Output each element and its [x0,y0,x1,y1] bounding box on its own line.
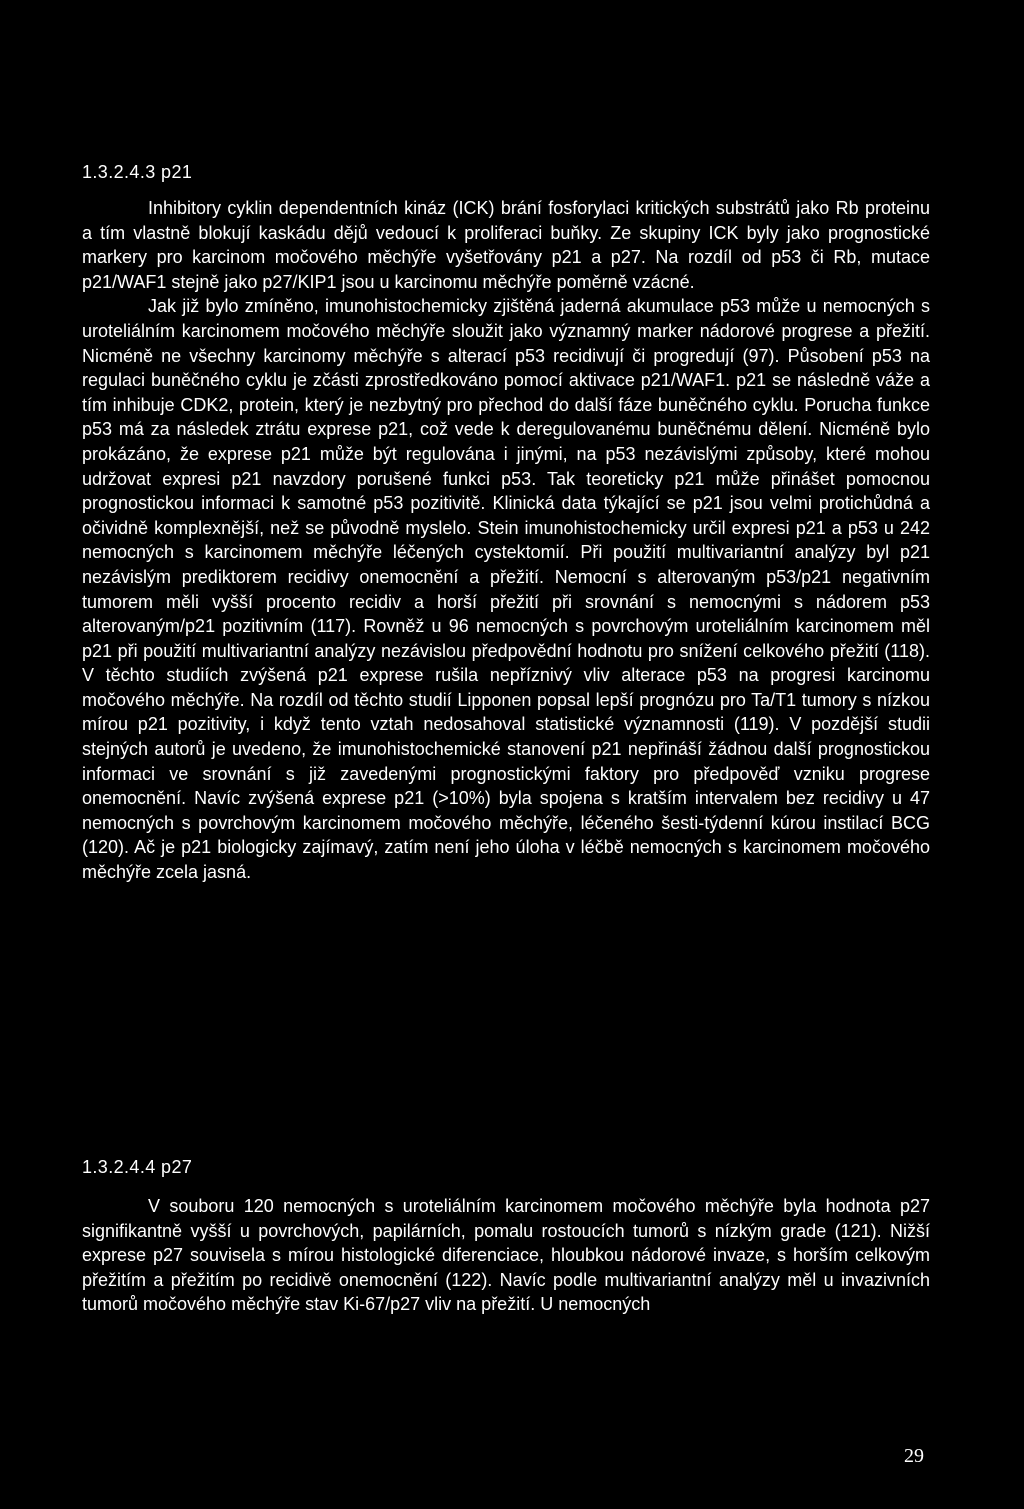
section-heading-p21: 1.3.2.4.3 p21 [82,162,193,182]
paragraph: Inhibitory cyklin dependentních kináz (ICK) brání fosforylaci kritických substrátů jako Rb proteinu a tím vlastně blokují kaskádu dějů vedoucí k proliferaci buňky. Ze skupiny ICK byly jako prognostické markery pro karcinom močového měchýře vyšetřovány p21 a p27. Na rozdíl od p53 či Rb, mutace p21/WAF1 stejně jako p27/KIP1 jsou u karcinomu měchýře poměrně vzácné. [82,198,930,292]
paragraph: Jak již bylo zmíněno, imunohistochemicky zjištěná jaderná akumulace p53 může u nemocných s uroteliálním karcinomem močového měchýře sloužit jako významný marker nádorové progrese a přežití. Nicméně ne všechny karcinomy měchýře s alterací p53 recidivují či progredují (97). Působení p53 na regulaci buněčného cyklu je zčásti zprostředkováno pomocí aktivace p21/WAF1. p21 se následně váže a tím inhibuje CDK2, protein, který je nezbytný pro přechod do další fáze buněčného cyklu. Porucha funkce p53 má za následek ztrátu exprese p21, což vede k deregulovanému buněčnému dělení. Nicméně bylo prokázáno, že exprese p21 může být regulována i jinými, na p53 nezávislými způsoby, které mohou udržovat expresi p21 navzdory porušené funkci p53. Tak teoreticky p21 může přinášet pomocnou prognostickou informaci k samotné p53 pozitivitě. Klinická data týkající se p21 jsou velmi protichůdná a očividně komplexnější, než se původně myslelo. Stein imunohistochemicky určil expresi p21 a p53 u 242 nemocných s karcinomem měchýře léčených cystektomií. Při použití multivariantní analýzy byl p21 nezávislým prediktorem recidivy onemocnění a přežití. Nemocní s alterovaným p53/p21 negativním tumorem měli vyšší procento recidiv a horší přežití při srovnání s nemocnými s nádorem p53 alterovaným/p21 pozitivním (117). Rovněž u 96 nemocných s povrchovým uroteliálním karcinomem měl p21 při použití multivariantní analýzy nezávislou předpovědní hodnotu pro snížení celkového přežití (118). V těchto studiích zvýšená p21 exprese rušila nepříznivý vliv alterace p53 na progresi karcinomu močového měchýře. Na rozdíl od těchto studií Lipponen popsal lepší prognózu pro Ta/T1 tumory s nízkou mírou p21 pozitivity, i když tento vztah nedosahoval statistické významnosti (119). V pozdější studii stejných autorů je uvedeno, že imunohistochemické stanovení p21 nepřináší žádnou další prognostickou informaci ve srovnání s již zavedenými prognostickými faktory pro předpověď vzniku progrese onemocnění. Navíc zvýšená exprese p21 (>10%) byla spojena s kratším intervalem bez recidivy u 47 nemocných s povrchovým karcinomem močového měchýře, léčeného šesti-týdenní kúrou instilací BCG (120). Ač je p21 biologicky zajímavý, zatím není jeho úloha v léčbě nemocných s karcinomem močového měchýře zcela jasná. [82,296,930,883]
page-number: 29 [904,1445,924,1467]
section-heading-p27: 1.3.2.4.4 p27 [82,1157,193,1177]
paragraph: V souboru 120 nemocných s uroteliálním karcinomem močového měchýře byla hodnota p27 signifikantně vyšší u povrchových, papilárních, pomalu rostoucích tumorů s nízkým grade (121). Nižší exprese p27 souvisela s mírou histologické diferenciace, hloubkou nádorové invaze, s horším celkovým přežitím a přežitím po recidivě onemocnění (122). Navíc podle multivariantní analýzy měl u invazivních tumorů močového měchýře stav Ki-67/p27 vliv na přežití. U nemocných [82,1196,930,1315]
section-body-p27 [82,1194,930,1317]
section-body-p21 [82,196,930,885]
